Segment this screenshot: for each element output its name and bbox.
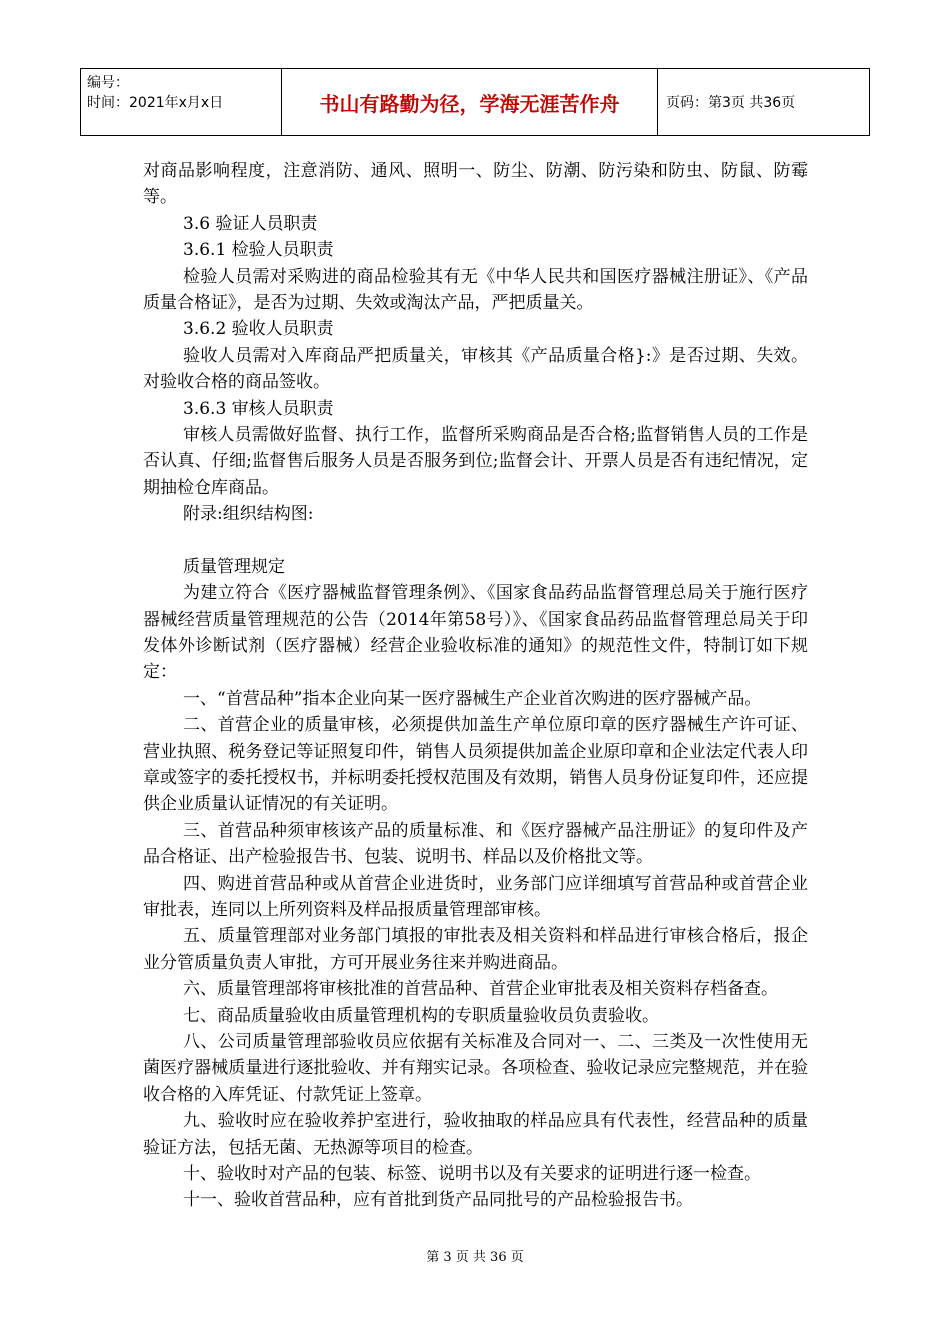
rule-item: 五、质量管理部对业务部门填报的审批表及相关资料和样品进行审核合格后，报企业分管质量负责人审批，方可开展业务往来并购进商品。 (143, 926, 808, 973)
page-header (80, 68, 870, 136)
section-heading: 3.6.3 审核人员职责 (183, 398, 334, 419)
rule-item: 二、首营企业的质量审核，必须提供加盖生产单位原印章的医疗器械生产许可证、营业执照、税务登记等证照复印件，销售人员须提供加盖企业原印章和企业法定代表人印章或签字的委托授权书，并标明委托授权范围及有效期，销售人员身份证复印件，还应提供企业质量认证情况的有关证明。 (143, 715, 808, 815)
rule-item: 六、质量管理部将审核批准的首营品种、首营企业审批表及相关资料存档备查。 (183, 979, 778, 1000)
number-label: 编号： (87, 75, 129, 91)
page-footer: 第 3 页 共 36 页 (426, 1250, 524, 1265)
paragraph: 验收人员需对入库商品严把质量关，审核其《产品质量合格}:》是否过期、失效。对验收合格的商品签收。 (143, 345, 808, 393)
appendix-label: 附录:组织结构图: (183, 504, 314, 525)
paragraph: 对商品影响程度，注意消防、通风、照明一、防尘、防潮、防污染和防虫、防鼠、防霉等。 (143, 161, 808, 208)
header-motto: 书山有路勤为径，学海无涯苦作舟 (282, 69, 658, 135)
rule-item: 一、“首营品种”指本企业向某一医疗器械生产企业首次购进的医疗器械产品。 (183, 688, 762, 709)
time-label: 时间：2021年x月x日 (87, 95, 224, 111)
rule-item: 十一、验收首营品种，应有首批到货产品同批号的产品检验报告书。 (183, 1190, 693, 1211)
rule-item: 七、商品质量验收由质量管理机构的专职质量验收员负责验收。 (183, 1005, 659, 1026)
rule-item: 九、验收时应在验收养护室进行，验收抽取的样品应具有代表性，经营品种的质量验证方法，包括无菌、无热源等项目的检查。 (143, 1111, 808, 1158)
header-page-label: 页码：第3页 共36页 (666, 95, 796, 111)
document-body (143, 158, 808, 1214)
rule-item: 八、公司质量管理部验收员应依据有关标准及合同对一、二、三类及一次性使用无菌医疗器械质量进行逐批验收、并有翔实记录。各项检查、验收记录应完整规范，并在验收合格的入库凭证、付款凭证上签章。 (143, 1032, 808, 1105)
paragraph: 为建立符合《医疗器械监督管理条例》、《国家食品药品监督管理总局关于施行医疗器械经营质量管理规范的公告（2014年第58号）》、《国家食品药品监督管理总局关于印发体外诊断试剂（医疗器械）经营企业验收标准的通知》的规范性文件，特制订如下规定： (143, 583, 808, 683)
document-title: 质量管理规定 (183, 556, 285, 577)
header-meta (81, 69, 282, 135)
rule-item: 四、购进首营品种或从首营企业进货时，业务部门应详细填写首营品种或首营企业审批表，连同以上所列资料及样品报质量管理部审核。 (143, 873, 808, 920)
rule-item: 三、首营品种须审核该产品的质量标准、和《医疗器械产品注册证》的复印件及产品合格证、出产检验报告书、包装、说明书、样品以及价格批文等。 (143, 820, 808, 868)
section-heading: 3.6 验证人员职责 (183, 213, 318, 234)
paragraph: 审核人员需做好监督、执行工作，监督所采购商品是否合格;监督销售人员的工作是否认真、仔细;监督售后服务人员是否服务到位;监督会计、开票人员是否有违纪情况，定期抽检仓库商品。 (143, 425, 808, 498)
paragraph: 检验人员需对采购进的商品检验其有无《中华人民共和国医疗器械注册证》、《产品质量合格证》，是否为过期、失效或淘汰产品，严把质量关。 (143, 266, 808, 314)
section-heading: 3.6.1 检验人员职责 (183, 240, 334, 261)
rule-item: 十、验收时对产品的包装、标签、说明书以及有关要求的证明进行逐一检查。 (183, 1164, 761, 1185)
section-heading: 3.6.2 验收人员职责 (183, 319, 334, 340)
